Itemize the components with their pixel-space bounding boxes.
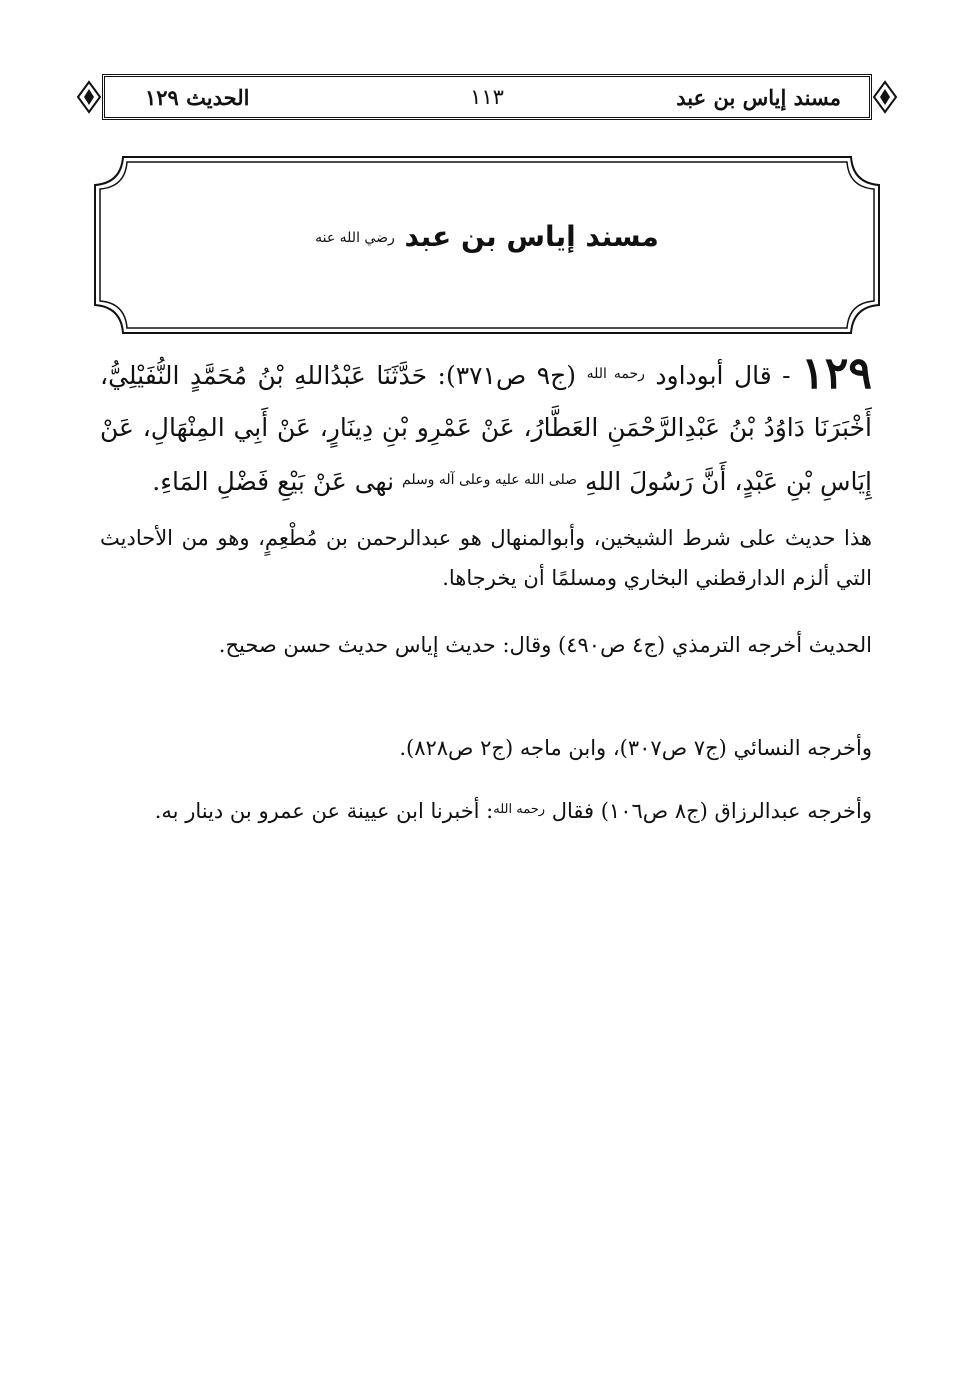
- commentary-paragraph: هذا حديث على شرط الشيخين، وأبوالمنهال هو عبدالرحمن بن مُطْعِمٍ، وهو من الأحاديث التي ألزم الدارقطني البخاري ومسلمًا أن يخرجاها.: [100, 526, 872, 590]
- hadith-body: (ج٩ ص٣٧١): حَدَّثَنَا عَبْدُاللهِ بْنُ مُحَمَّدٍ النُّفَيْلِيُّ، أَخْبَرَنَا دَاوُدُ بْنُ عَبْدِالرَّحْمَنِ العَطَّارُ، عَنْ عَمْرِو بْنِ دِينَارٍ، عَنْ أَبِي المِنْهَالِ، عَنْ إِيَاسِ بْنِ عَبْدٍ، أَنَّ رَسُولَ اللهِ: [100, 361, 872, 496]
- hadith-ending: نهى عَنْ بَيْعِ فَضْلِ المَاءِ.: [152, 467, 395, 496]
- honorific-mark: رحمه الله: [586, 366, 645, 382]
- takhrij-abdurrazzaq-b: : أخبرنا ابن عيينة عن عمرو بن دينار به.: [154, 799, 494, 823]
- ornament-left-icon: [76, 78, 102, 116]
- header-hadith-number: الحديث ١٢٩: [145, 85, 250, 110]
- ornament-right-icon: [872, 78, 898, 116]
- section-title: [93, 220, 881, 253]
- running-header: [102, 74, 872, 120]
- takhrij-tirmidhi: الحديث أخرجه الترمذي (ج٤ ص٤٩٠) وقال: حديث إياس حديث حسن صحيح.: [218, 633, 872, 657]
- section-title-text: مسند إياس بن عبد: [404, 220, 659, 253]
- takhrij-abdurrazzaq: [100, 790, 872, 831]
- hadith-number: ١٢٩: [801, 348, 873, 399]
- hadith-text: [100, 348, 872, 508]
- takhrij-nasai: وأخرجه النسائي (ج٧ ص٣٠٧)، وابن ماجه (ج٢ ص٨٢٨).: [399, 736, 872, 760]
- page-number: ١١٣: [470, 85, 504, 109]
- honorific-mark: رضي الله عنه: [315, 230, 395, 246]
- header-section-title: مسند إياس بن عبد: [676, 85, 841, 110]
- takhrij-abdurrazzaq-a: وأخرجه عبدالرزاق (ج٨ ص١٠٦) فقال: [551, 799, 872, 823]
- hadith-lead: - قال أبوداود: [655, 361, 791, 390]
- salutation-mark: صلى الله عليه وعلى آله وسلم: [402, 472, 577, 488]
- honorific-mark: رحمه الله: [493, 802, 546, 817]
